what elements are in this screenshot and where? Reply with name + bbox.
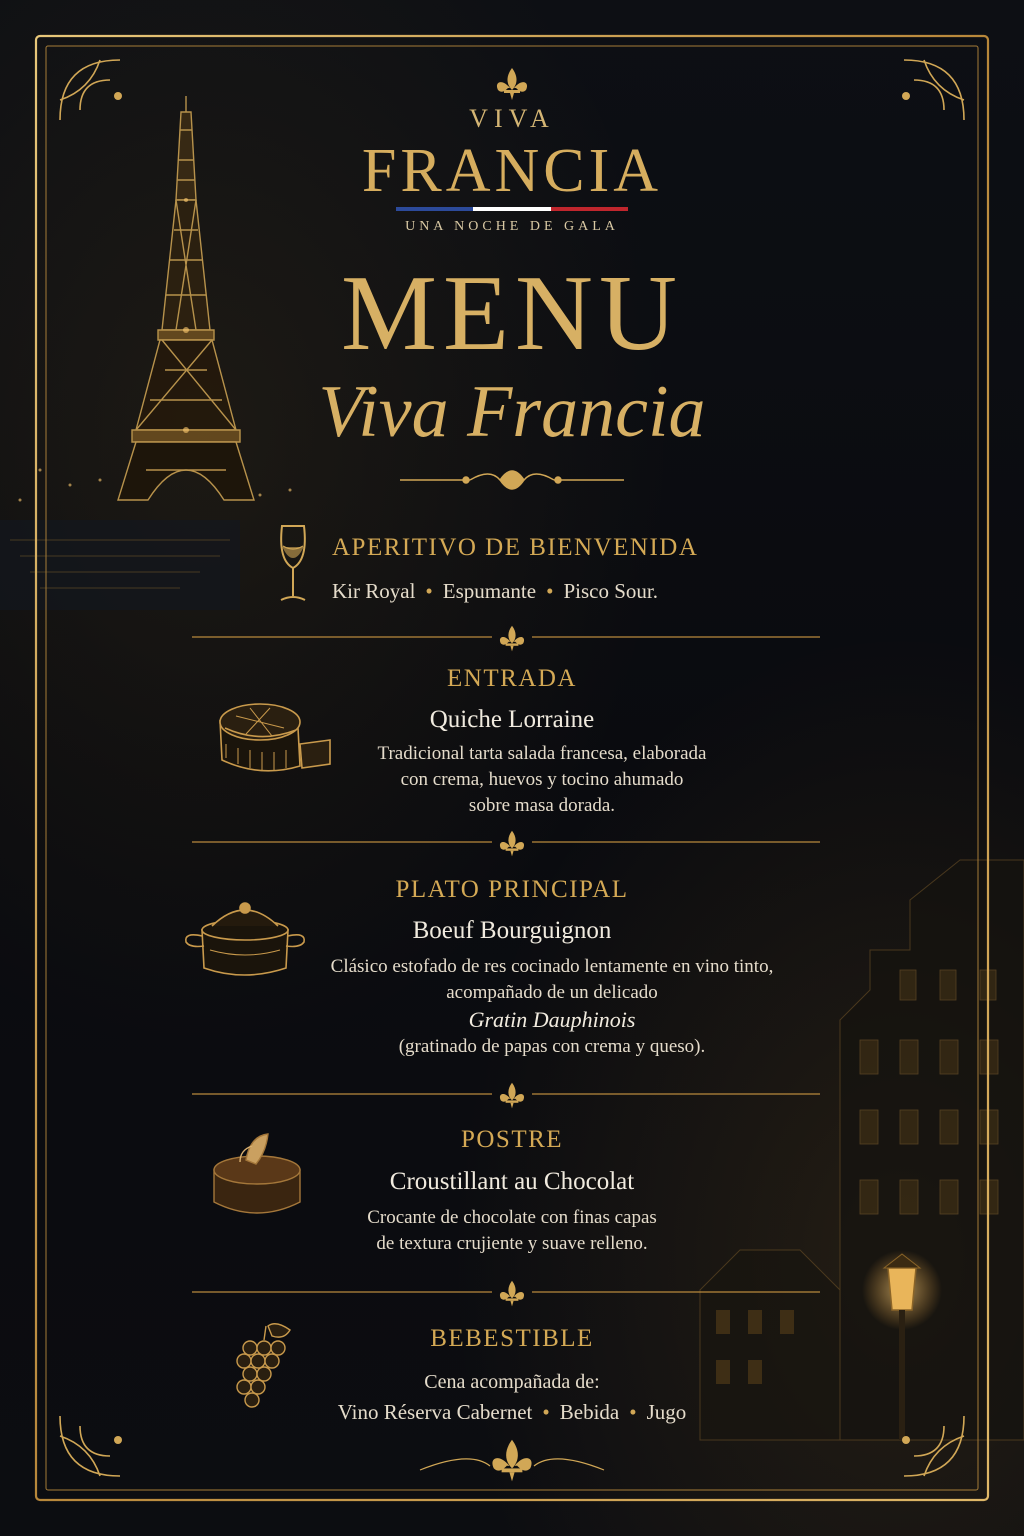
fleur-de-lis-top-icon (497, 68, 527, 100)
section-title-aperitivo: APERITIVO DE BIENVENIDA (332, 534, 699, 561)
dish-description-postre: Crocante de chocolate con finas capas de textura crujiente y suave relleno. (367, 1207, 657, 1254)
flag-white (473, 207, 550, 211)
flag-blue (396, 207, 473, 211)
title-ornament (400, 471, 624, 489)
drink-item: Jugo (646, 1400, 687, 1424)
section-title-principal: PLATO PRINCIPAL (395, 876, 629, 903)
drink-item: Vino Réserva Cabernet (337, 1400, 533, 1424)
side-dish-name: Gratin Dauphinois (468, 1007, 636, 1032)
aperitivo-items: Kir Royal • Espumante • Pisco Sour. (332, 579, 658, 603)
french-flag-bar (396, 207, 628, 211)
fleur-de-lis-divider-icon (500, 831, 524, 857)
aperitivo-item: Espumante (442, 579, 537, 603)
dish-name-principal: Boeuf Bourguignon (412, 917, 612, 944)
brand-name: FRANCIA (361, 137, 663, 205)
menu-script-title: Viva Francia (318, 371, 706, 453)
flag-red (551, 207, 628, 211)
section-title-postre: POSTRE (460, 1126, 564, 1153)
wine-glass-icon (281, 526, 305, 600)
fleur-de-lis-divider-icon (500, 1083, 524, 1109)
fleur-de-lis-bottom-icon (492, 1440, 531, 1482)
fleur-de-lis-divider-icon (500, 626, 524, 652)
quiche-icon (220, 704, 330, 771)
dish-name-entrada: Quiche Lorraine (429, 706, 595, 733)
bebestible-intro: Cena acompañada de: (424, 1371, 600, 1393)
aperitivo-item: Kir Royal (332, 579, 416, 603)
fleur-de-lis-divider-icon (500, 1281, 524, 1307)
dish-description-principal: Clásico estofado de res cocinado lentamente en vino tinto, acompañado de un delicado Gratin Dauphinois (gratinado de papas con crema y queso). (292, 954, 812, 1060)
menu-title: MENU (341, 254, 683, 373)
drink-item: Bebida (559, 1400, 620, 1424)
dish-description-entrada: Tradicional tarta salada francesa, elaborada con crema, huevos y tocino ahumado sobre masa dorada. (377, 743, 707, 816)
dish-name-postre: Croustillant au Chocolat (389, 1168, 635, 1195)
brand-tagline: UNA NOCHE DE GALA (405, 219, 619, 234)
section-title-bebestible: BEBESTIBLE (430, 1325, 594, 1352)
brand-top: VIVA (469, 104, 555, 133)
section-title-entrada: ENTRADA (447, 665, 577, 692)
bebestible-items: Vino Réserva Cabernet • Bebida • Jugo (337, 1400, 687, 1424)
aperitivo-item: Pisco Sour. (563, 579, 658, 603)
